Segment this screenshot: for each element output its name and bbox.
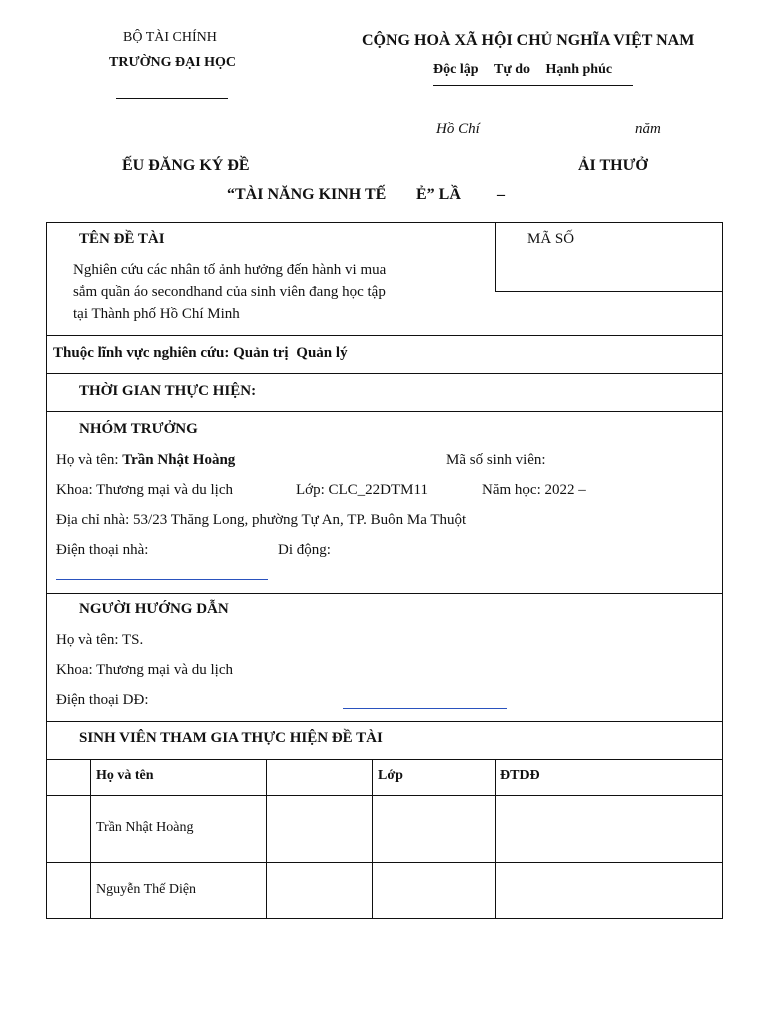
leader-email-link-line [56,579,268,580]
motto-underline [433,85,633,86]
place-text: Hồ Chí [436,121,480,137]
topic-line-2: sắm quần áo secondhand của sinh viên đang học tập [73,284,386,300]
leader-home-phone-label: Điện thoại nhà: [56,542,149,558]
advisor-email-link-line [343,708,507,709]
advisor-phone-label: Điện thoại DĐ: [56,692,149,708]
leader-student-id-label: Mã số sinh viên: [446,452,546,468]
ministry-name: BỘ TÀI CHÍNH [123,30,217,45]
research-field-text: Thuộc lĩnh vực nghiên cứu: Quản trị [53,345,289,361]
leader-school-year: Năm học: 2022 – [482,482,586,498]
topic-label: TÊN ĐỀ TÀI [79,231,165,247]
form-subtitle-a: “TÀI NĂNG KINH TẾ [227,186,387,203]
form-subtitle-b: Ẻ” LẦ [416,186,461,203]
motto-independence: Độc lập [433,62,479,77]
time-label: THỜI GIAN THỰC HIỆN: [79,383,257,399]
motto-freedom: Tự do [494,62,531,77]
leader-name-label: Họ và tên: [56,452,119,468]
leader-class: Lớp: CLC_22DTM11 [296,482,428,498]
members-header-phone: ĐTDĐ [500,768,540,783]
motto [433,62,612,78]
research-field-value: Quản lý [296,345,348,361]
leader-faculty: Khoa: Thương mại và du lịch [56,482,234,498]
members-section-title: SINH VIÊN THAM GIA THỰC HIỆN ĐỀ TÀI [79,730,383,746]
republic-name: CỘNG HOÀ XÃ HỘI CHỦ NGHĨA VIỆT NAM [362,32,695,49]
leader-name: Trần Nhật Hoàng [122,452,236,468]
advisor-name: Họ và tên: TS. [56,632,144,648]
form-title-right: ẢI THƯỞ [578,157,648,174]
topic-code-label: MÃ SỐ [527,231,575,247]
members-header-name: Họ và tên [96,768,154,783]
motto-happiness: Hạnh phúc [545,62,613,77]
topic-line-1: Nghiên cứu các nhân tố ảnh hưởng đến hành vi mua [73,262,387,278]
leader-section-title: NHÓM TRƯỞNG [79,421,198,437]
leader-name-row [56,452,235,469]
leader-mobile-label: Di động: [278,542,331,558]
members-header-class: Lớp [378,768,403,783]
topic-line-3: tại Thành phố Hồ Chí Minh [73,306,240,322]
leader-address: Địa chỉ nhà: 53/23 Thăng Long, phường Tự An, TP. Buôn Ma Thuột [56,512,467,528]
form-subtitle-c: – [497,186,505,203]
year-word: năm [635,121,661,137]
advisor-faculty: Khoa: Thương mại và du lịch [56,662,234,678]
advisor-section-title: NGƯỜI HƯỚNG DẪN [79,601,229,617]
university-name: TRƯỜNG ĐẠI HỌC [109,55,237,70]
table-row-1-name: Trần Nhật Hoàng [96,820,194,835]
form-title-left: ẾU ĐĂNG KÝ ĐỀ [122,157,250,174]
table-row-2-name: Nguyễn Thế Diện [96,882,197,897]
header-left-divider [116,98,228,99]
research-field [53,345,348,362]
